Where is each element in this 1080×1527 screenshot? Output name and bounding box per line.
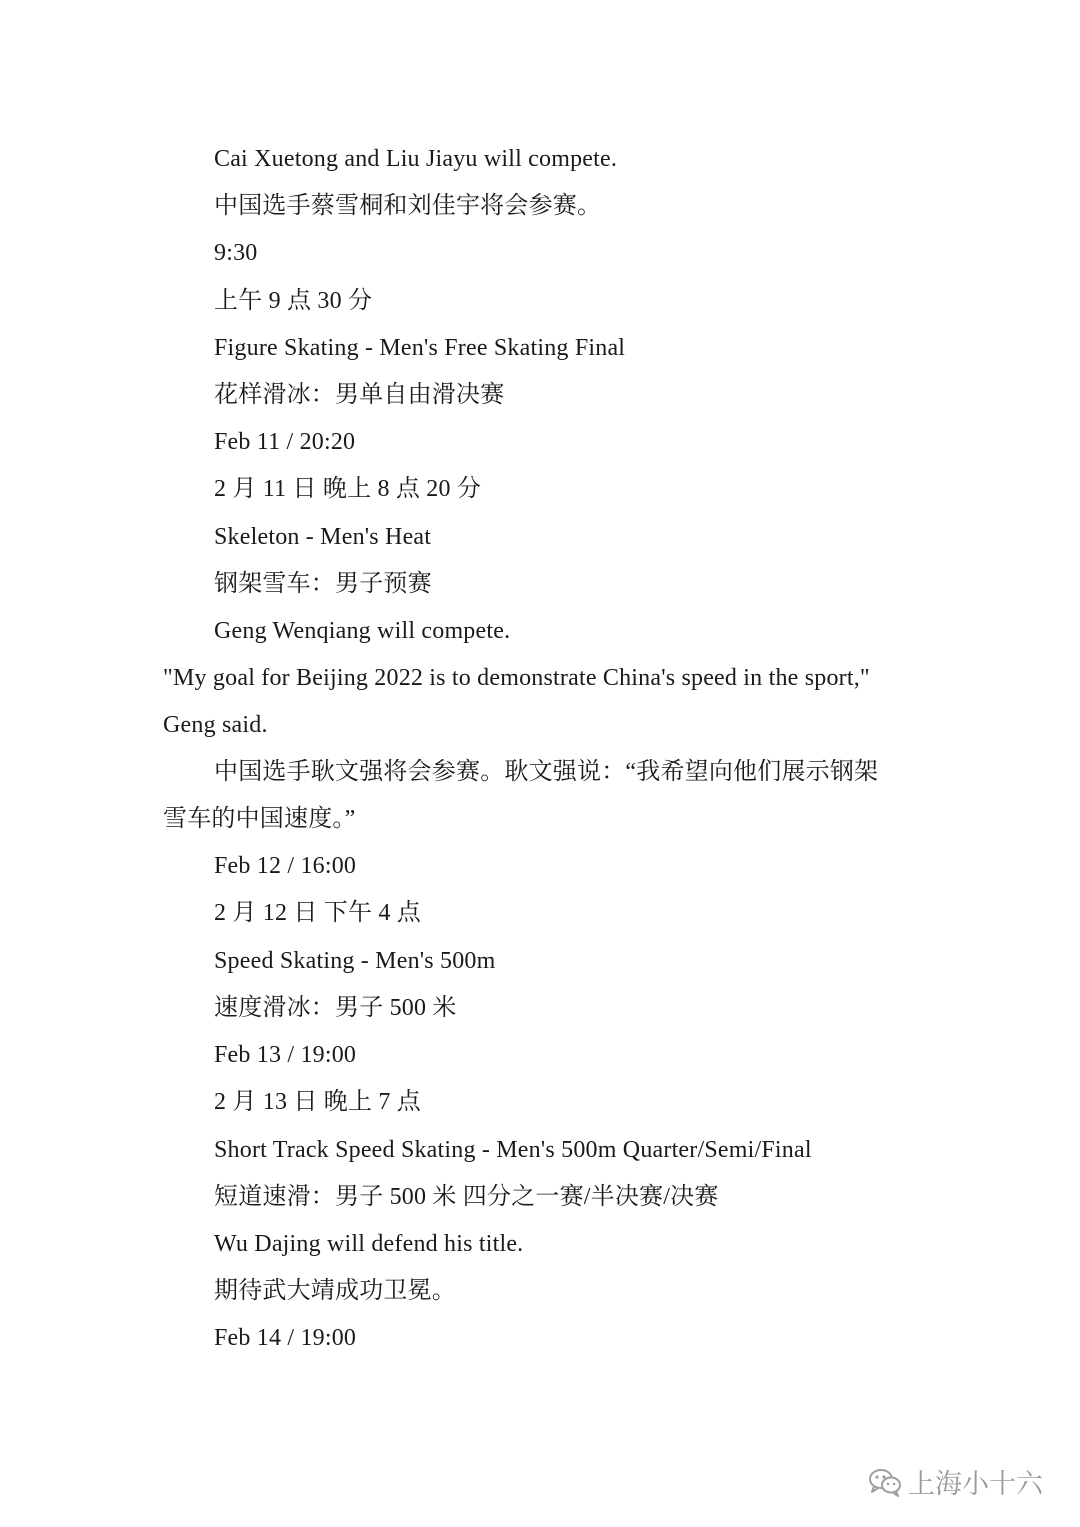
text-line: Figure Skating - Men's Free Skating Final <box>214 335 626 361</box>
text-line: Feb 13 / 19:00 <box>214 1042 357 1068</box>
text-line: Short Track Speed Skating - Men's 500m Quarter/Semi/Final <box>214 1137 812 1163</box>
text-line: 2 月 12 日 下午 4 点 <box>214 900 421 926</box>
text-line: 上午 9 点 30 分 <box>214 288 373 314</box>
text-line: 短道速滑：男子 500 米 四分之一赛/半决赛/决赛 <box>214 1184 719 1210</box>
text-line: Wu Dajing will defend his title. <box>214 1231 524 1257</box>
text-line: Feb 12 / 16:00 <box>214 853 357 879</box>
text-line: 钢架雪车：男子预赛 <box>214 571 432 597</box>
text-line: 9:30 <box>214 240 258 266</box>
text-line: 花样滑冰：男单自由滑决赛 <box>214 382 505 408</box>
text-line: 雪车的中国速度。” <box>163 806 356 832</box>
text-line: 期待武大靖成功卫冕。 <box>214 1278 456 1304</box>
text-line: 中国选手蔡雪桐和刘佳宇将会参赛。 <box>214 193 602 219</box>
text-line: Feb 14 / 19:00 <box>214 1325 357 1351</box>
text-line: Geng Wenqiang will compete. <box>214 618 511 644</box>
text-line: 2 月 11 日 晚上 8 点 20 分 <box>214 476 482 502</box>
text-line: Geng said. <box>163 712 268 738</box>
text-line: Cai Xuetong and Liu Jiayu will compete. <box>214 146 618 172</box>
text-line: Feb 11 / 20:20 <box>214 429 356 455</box>
text-line: Speed Skating - Men's 500m <box>214 948 496 974</box>
text-line: 中国选手耿文强将会参赛。耿文强说：“我希望向他们展示钢架 <box>214 759 879 785</box>
watermark-text: 上海小十六 <box>908 1469 1043 1500</box>
text-line: 2 月 13 日 晚上 7 点 <box>214 1089 421 1115</box>
watermark <box>868 1462 1043 1501</box>
text-line: "My goal for Beijing 2022 is to demonstrate China's speed in the sport," <box>163 665 870 691</box>
text-line: Skeleton - Men's Heat <box>214 524 432 550</box>
text-line: 速度滑冰：男子 500 米 <box>214 995 457 1021</box>
wechat-icon <box>868 1467 902 1497</box>
